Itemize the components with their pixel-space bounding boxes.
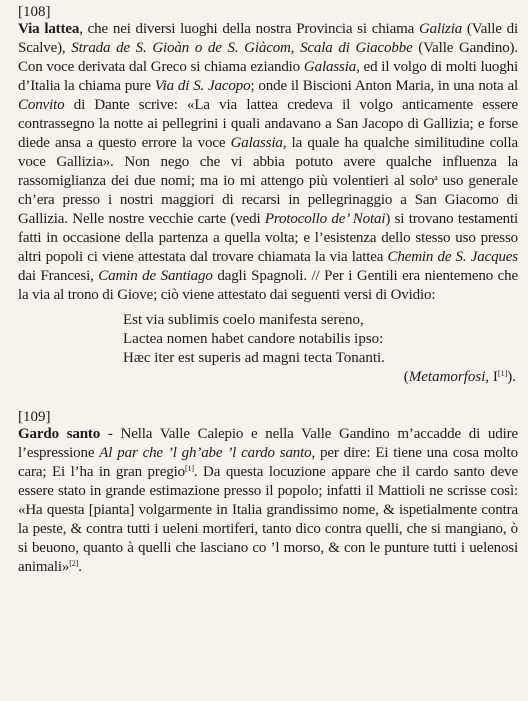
text-run: , la quale ha qualche similitudine colla voce Gallizia». Non nego che vi abbia potuto avere qualche influenza la rassomiglianza dei due nomi; ma io mi attengo più volentieri al solo (18, 135, 518, 189)
verse-line: Est via sublimis coelo manifesta sereno, (123, 312, 364, 328)
text-run: Strada de S. Gioàn o de S. Giàcom, Scala di Giacobbe (71, 40, 413, 56)
text-run: - Nella Valle Calepio e nella Valle Gandino m’accadde di udire l’espressione (18, 426, 518, 461)
verse-quote (123, 311, 518, 368)
text-run: dai Francesi, (18, 268, 99, 284)
text-run: Protocollo de’ Notai (264, 211, 386, 227)
entry-number: [108] (18, 4, 51, 20)
document-page (18, 4, 518, 577)
entry-headword: Gardo santo (18, 426, 101, 442)
text-run: ) si trovano testamenti fatti in occasione della partenza a quella volta; e l’esistenza dello stesso uso presso altri popoli ci viene attestata dal trovare chiamata la via lattea (18, 211, 518, 265)
verse-citation: (Metamorfosi, I[1]). (403, 369, 516, 385)
verse-line: Lactea nomen habet candore notabilis ipso: (123, 331, 384, 347)
text-run: Camin de Santiago (98, 268, 213, 284)
text-run: Al par che ’l gh’abe ’l cardo santo (99, 445, 312, 461)
text-run: (Valle Gandino). Con voce derivata dal Greco si chiama eziandio (18, 40, 518, 75)
verse-line: Hæc iter est superis ad magni tecta Tonanti. (123, 350, 385, 366)
text-run: , per dire: Ei tiene una cosa molto cara; Ei l’ha in gran pregio (18, 445, 519, 480)
text-run: Convito (18, 97, 65, 113)
text-run: Via di S. Jacopo (154, 78, 251, 94)
footnote-marker: [1] (497, 369, 508, 378)
text-run: ; onde il Biscioni Anton Maria, in una nota al (250, 78, 518, 94)
text-run: dagli Spagnoli. // Per i Gentili era nientemeno che la via al trono di Giove; ciò viene attestato dai seguenti versi di Ovidio: (18, 268, 519, 303)
text-run: . (78, 559, 82, 575)
text-run: Galassia (303, 59, 357, 75)
text-run: Galizia (418, 21, 463, 37)
entry-headword: Via lattea (18, 21, 80, 37)
citation-work: Metamorfosi (408, 369, 486, 385)
text-run: uso generale ch’era presso i nostri maggiori di recarsi in pellegrinaggio a San Giacomo di Gallizia. Nelle nostre vecchie carte (vedi (18, 173, 518, 227)
footnote-marker: a (434, 173, 438, 182)
text-run: , ed il volgo di molti luoghi d’Italia la chiama pure (18, 59, 518, 94)
text-run: Galassia (230, 135, 283, 151)
entry-text (18, 425, 518, 577)
entry-text (18, 20, 518, 305)
text-run: di Dante scrive: «La via lattea credeva il volgo anticamente essere contrassegno la notte ai pellegrini i quali andavano a San Jacopo di Gallizia; e forse diede ansa a questo errore la voce (18, 97, 518, 151)
citation-ref: , I (485, 369, 498, 385)
footnote-marker: [2] (69, 559, 79, 568)
text-run: Chemin de S. Jacques (387, 249, 518, 265)
text-run: . Da questa locuzione appare che il cardo santo deve essere stato in grande estimazione presso il popolo; infatti il Mattioli ne scrisse così: «Ha questa [pianta] volgarmente in Italia grandissimo nome, & ispetialmente contra la peste, & contra tutti i ueleni mortiferi, tanto dico contra quelli, che si mangiano, ò si beuono, quanto à quelli che lasciano co ’l morso, & con le punture tutti i uelenosi animali» (18, 464, 518, 575)
entry-number: [109] (18, 409, 51, 425)
text-run: , che nei diversi luoghi della nostra Provincia si chiama (79, 21, 419, 37)
entry-108 (18, 4, 518, 387)
entry-109 (18, 409, 518, 577)
text-run: (Valle di Scalve), (18, 21, 518, 56)
footnote-marker: [1] (184, 464, 194, 473)
